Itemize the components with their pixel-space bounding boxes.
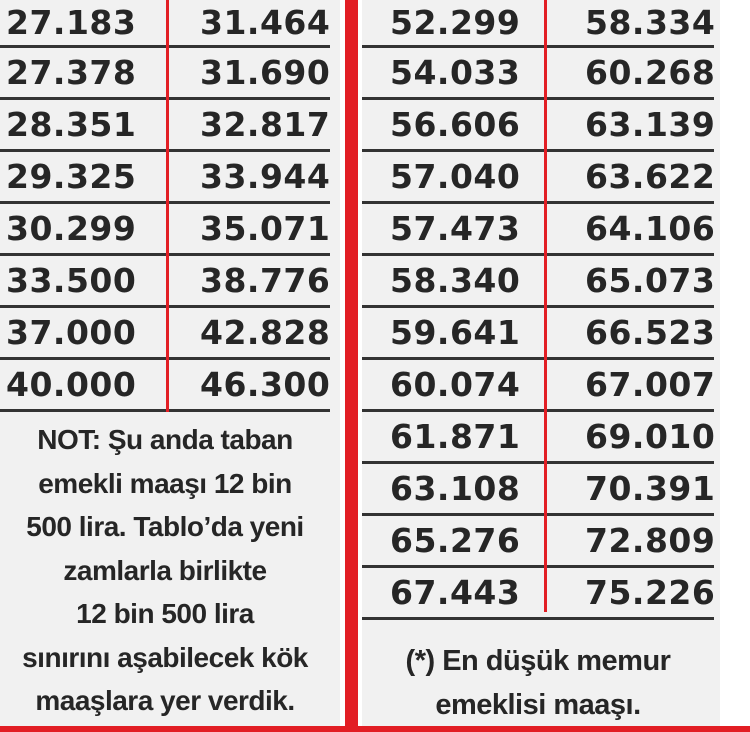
table-row xyxy=(362,464,714,516)
table-cell: 65.276 xyxy=(390,521,521,560)
left-salary-table xyxy=(0,0,330,412)
table-cell: 30.299 xyxy=(6,209,137,248)
table-cell: 40.000 xyxy=(6,365,137,404)
note-line: (*) En düşük memur xyxy=(405,645,671,677)
note-line: 500 lira. Tablo’da yeni xyxy=(26,511,304,542)
note-line: 12 bin 500 lira xyxy=(76,598,254,629)
table-row xyxy=(362,412,714,464)
note-line: zamlarla birlikte xyxy=(63,554,267,586)
table-cell: 57.040 xyxy=(390,157,521,196)
table-cell: 58.334 xyxy=(585,3,716,42)
table-cell: 60.268 xyxy=(585,53,716,92)
table-cell: 60.074 xyxy=(390,365,521,404)
table-cell: 28.351 xyxy=(6,105,137,144)
table-row xyxy=(0,48,330,100)
table-row xyxy=(362,308,714,360)
table-row xyxy=(362,516,714,568)
table-cell: 37.000 xyxy=(6,313,137,352)
table-cell: 56.606 xyxy=(390,105,521,144)
table-cell: 63.108 xyxy=(390,469,521,508)
table-cell: 27.183 xyxy=(6,3,137,42)
table-cell: 31.690 xyxy=(200,53,331,92)
table-cell: 64.106 xyxy=(585,209,716,248)
table-cell: 75.226 xyxy=(585,573,716,612)
table-cell: 70.391 xyxy=(585,469,716,508)
table-cell: 35.071 xyxy=(200,209,331,248)
left-panel xyxy=(0,0,340,732)
table-cell: 67.007 xyxy=(585,365,716,404)
table-row xyxy=(0,360,330,412)
footnote-text xyxy=(362,640,714,727)
table-cell: 58.340 xyxy=(390,261,521,300)
table-cell: 27.378 xyxy=(6,53,137,92)
footnote-text xyxy=(0,418,330,723)
table-cell: 59.641 xyxy=(390,313,521,352)
table-row xyxy=(362,568,714,620)
table-row xyxy=(362,152,714,204)
table-cell: 72.809 xyxy=(585,521,716,560)
table-row xyxy=(0,308,330,360)
table-cell: 61.871 xyxy=(390,417,521,456)
table-row xyxy=(362,256,714,308)
table-cell: 63.622 xyxy=(585,157,716,196)
table-cell: 52.299 xyxy=(390,3,521,42)
table-row xyxy=(0,152,330,204)
table-cell: 31.464 xyxy=(200,3,331,42)
table-cell: 29.325 xyxy=(6,157,137,196)
note-line: NOT: Şu anda taban xyxy=(37,424,293,455)
right-panel xyxy=(362,0,720,732)
table-cell: 63.139 xyxy=(585,105,716,144)
table-row xyxy=(362,0,714,48)
table-cell: 65.073 xyxy=(585,261,716,300)
table-row xyxy=(362,204,714,256)
table-row xyxy=(0,204,330,256)
table-row xyxy=(0,256,330,308)
table-cell: 42.828 xyxy=(200,313,331,352)
table-row xyxy=(362,100,714,152)
note-line: sınırını aşabilecek kök xyxy=(22,641,308,673)
note-line: emekli maaşı 12 bin xyxy=(38,467,292,499)
table-cell: 38.776 xyxy=(200,261,331,300)
note-line: maaşlara yer verdik. xyxy=(35,685,295,716)
right-salary-table xyxy=(362,0,714,620)
table-row xyxy=(362,360,714,412)
table-cell: 54.033 xyxy=(390,53,521,92)
note-line: emeklisi maaşı. xyxy=(435,688,641,721)
table-cell: 57.473 xyxy=(390,209,521,248)
column-divider xyxy=(166,0,169,412)
table-cell: 32.817 xyxy=(200,105,331,144)
center-red-divider xyxy=(345,0,358,732)
cut-off-row-edge xyxy=(0,726,750,732)
column-divider xyxy=(544,0,547,612)
table-row xyxy=(0,100,330,152)
table-cell: 33.500 xyxy=(6,261,137,300)
table-cell: 69.010 xyxy=(585,417,716,456)
table-cell: 46.300 xyxy=(200,365,331,404)
table-cell: 33.944 xyxy=(200,157,331,196)
table-cell: 66.523 xyxy=(585,313,716,352)
table-row xyxy=(0,0,330,48)
table-row xyxy=(362,48,714,100)
table-cell: 67.443 xyxy=(390,573,521,612)
